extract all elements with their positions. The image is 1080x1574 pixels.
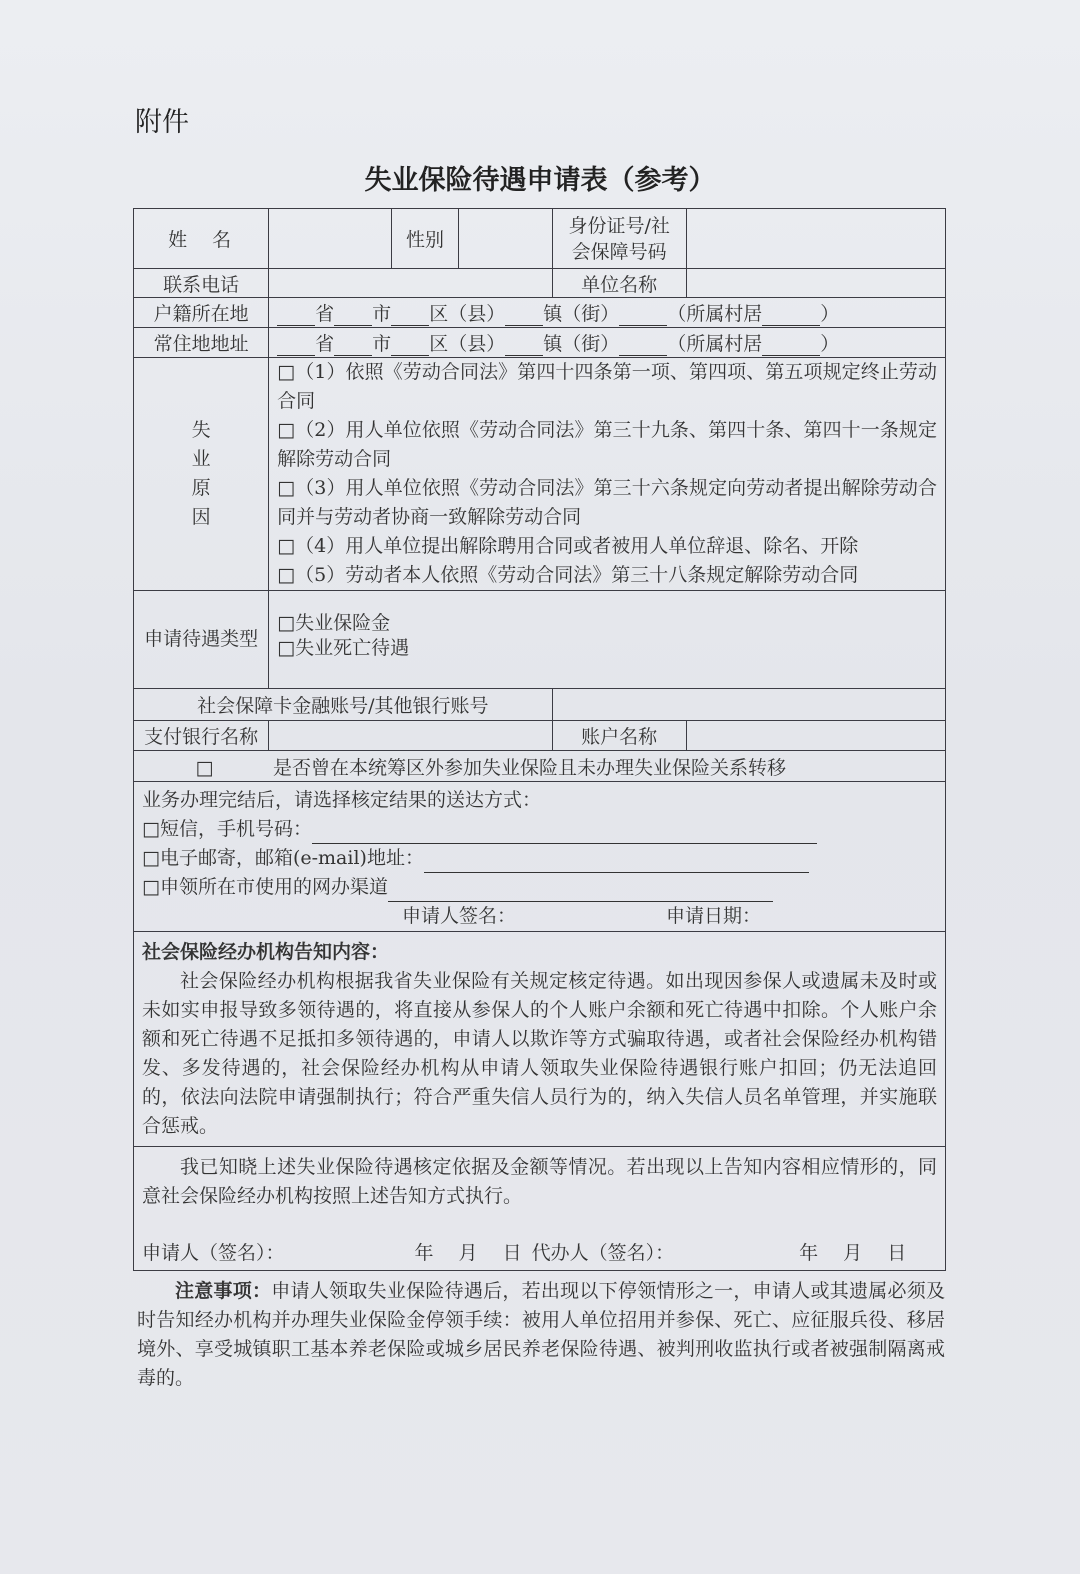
id-label-line1: 身份证号/社 xyxy=(568,214,670,237)
attachment-label: 附件 xyxy=(135,107,189,138)
notice-heading: 社会保险经办机构告知内容： xyxy=(142,941,390,963)
reason-option-3[interactable]: □（3）用人单位依照《劳动合同法》第三十六条规定向劳动者提出解除劳动合同并与劳动者协商一致解除劳动合同 xyxy=(277,477,937,528)
account-row xyxy=(134,689,946,721)
delivery-section xyxy=(134,782,946,932)
residence-label: 常住地地址 xyxy=(134,328,269,358)
town-text: 镇（街） xyxy=(543,333,620,355)
benefit-option-insurance[interactable]: □失业保险金 xyxy=(277,612,391,634)
province-text: 省 xyxy=(315,333,335,355)
account-number-field[interactable] xyxy=(552,689,945,721)
gender-field[interactable] xyxy=(458,209,552,269)
account-holder-label: 账户名称 xyxy=(552,721,686,751)
town-text: 镇（街） xyxy=(543,303,620,325)
acknowledge-signatures xyxy=(142,1239,937,1268)
footnote-body: 申请人领取失业保险待遇后，若出现以下停领情形之一，申请人或其遗属必须及时告知经办机构并办理失业保险金停领手续：被用人单位招用并参保、死亡、应征服兵役、移居境外、享受城镇职工基本养老保险或城乡居民养老保险待遇、被判刑收监执行或者被强制隔离戒毒的。 xyxy=(137,1280,945,1389)
delivery-row xyxy=(134,782,946,932)
reason-label-char: 业 xyxy=(191,448,211,470)
close-paren: ） xyxy=(820,333,840,355)
benefit-row xyxy=(134,591,946,689)
reason-label-char: 原 xyxy=(191,477,211,499)
form-title: 失业保险待遇申请表（参考） xyxy=(364,165,716,196)
village-text: （所属村居 xyxy=(667,303,763,325)
contact-row xyxy=(134,269,946,298)
applicant-signature-label: 申请人（签名）： xyxy=(142,1242,285,1264)
apply-date-label: 申请日期： xyxy=(666,905,762,927)
application-form-table xyxy=(133,208,946,1271)
bank-row xyxy=(134,721,946,751)
agent-signature-label: 代办人（签名）： xyxy=(531,1242,675,1264)
notice-body: 社会保险经办机构根据我省失业保险有关规定核定待遇。如出现因参保人或遗属未及时或未如实申报导致多领待遇的，将直接从参保人的个人账户余额和死亡待遇中扣除。个人账户余额和死亡待遇不足抵扣多领待遇的，申请人以欺诈等方式骗取待遇，或者社会保险经办机构错发、多发待遇的，社会保险经办机构从申请人领取失业保险待遇银行账户扣回；仍无法追回的，依法向法院申请强制执行；符合严重失信人员行为的，纳入失信人员名单管理，并实施联合惩戒。 xyxy=(142,970,937,1137)
reason-options xyxy=(269,358,946,591)
agent-date: 年 月 日 xyxy=(799,1242,907,1264)
footnote xyxy=(137,1277,945,1393)
name-field[interactable] xyxy=(269,209,392,269)
employer-field[interactable] xyxy=(686,269,945,298)
footnote-lead: 注意事项： xyxy=(175,1280,272,1302)
benefit-type-label: 申请待遇类型 xyxy=(134,591,269,689)
huji-label: 户籍所在地 xyxy=(134,298,269,328)
province-text: 省 xyxy=(315,303,335,325)
reason-label-char: 失 xyxy=(191,419,211,441)
applicant-date: 年 月 日 xyxy=(414,1242,522,1264)
reason-label xyxy=(134,358,269,591)
name-label: 姓 名 xyxy=(134,209,269,269)
phone-number-line[interactable] xyxy=(312,825,817,844)
reason-option-4[interactable]: □（4）用人单位提出解除聘用合同或者被用人单位辞退、除名、开除 xyxy=(277,535,859,557)
residence-address-field[interactable] xyxy=(269,328,946,358)
notice-section xyxy=(134,932,946,1147)
city-text: 市 xyxy=(372,333,392,355)
huji-row xyxy=(134,298,946,328)
reason-row xyxy=(134,358,946,591)
residence-row xyxy=(134,328,946,358)
id-number-field[interactable] xyxy=(686,209,945,269)
close-paren: ） xyxy=(820,303,840,325)
reason-option-1[interactable]: □（1）依照《劳动合同法》第四十四条第一项、第四项、第五项规定终止劳动合同 xyxy=(277,361,937,412)
basic-info-row xyxy=(134,209,946,269)
transfer-checkbox[interactable]: □ xyxy=(195,756,214,779)
village-text: （所属村居 xyxy=(667,333,763,355)
phone-label: 联系电话 xyxy=(134,269,269,298)
transfer-text: 是否曾在本统筹区外参加失业保险且未办理失业保险关系转移 xyxy=(273,756,787,779)
bank-name-field[interactable] xyxy=(269,721,552,751)
delivery-intro: 业务办理完结后，请选择核定结果的送达方式： xyxy=(142,789,542,811)
transfer-question xyxy=(134,751,946,782)
reason-label-char: 因 xyxy=(191,506,211,528)
online-channel-line[interactable] xyxy=(388,883,773,902)
gender-label: 性别 xyxy=(392,209,459,269)
reason-option-2[interactable]: □（2）用人单位依照《劳动合同法》第三十九条、第四十条、第四十一条规定解除劳动合同 xyxy=(277,419,937,470)
city-text: 市 xyxy=(372,303,392,325)
district-text: 区（县） xyxy=(429,333,506,355)
id-label-line2: 会保障号码 xyxy=(571,240,667,263)
employer-label: 单位名称 xyxy=(552,269,686,298)
account-number-label: 社会保障卡金融账号/其他银行账号 xyxy=(134,689,553,721)
phone-field[interactable] xyxy=(269,269,552,298)
bank-name-label: 支付银行名称 xyxy=(134,721,269,751)
district-text: 区（县） xyxy=(429,303,506,325)
delivery-online-option[interactable]: □申领所在市使用的网办渠道 xyxy=(142,876,388,898)
email-address-line[interactable] xyxy=(424,854,809,873)
acknowledge-section xyxy=(134,1147,946,1271)
reason-option-5[interactable]: □（5）劳动者本人依照《劳动合同法》第三十八条规定解除劳动合同 xyxy=(277,564,859,586)
benefit-option-death[interactable]: □失业死亡待遇 xyxy=(277,637,410,659)
acknowledge-row xyxy=(134,1147,946,1271)
benefit-options xyxy=(269,591,946,689)
id-number-label xyxy=(552,209,686,269)
notice-row xyxy=(134,932,946,1147)
huji-address-field[interactable] xyxy=(269,298,946,328)
delivery-sms-option[interactable]: □短信，手机号码： xyxy=(142,818,312,840)
account-holder-field[interactable] xyxy=(686,721,945,751)
applicant-sign-label: 申请人签名： xyxy=(402,905,517,927)
acknowledge-body: 我已知晓上述失业保险待遇核定依据及金额等情况。若出现以上告知内容相应情形的，同意社会保险经办机构按照上述告知方式执行。 xyxy=(142,1156,937,1207)
delivery-email-option[interactable]: □电子邮寄，邮箱(e-mail)地址： xyxy=(142,847,424,869)
transfer-row xyxy=(134,751,946,782)
